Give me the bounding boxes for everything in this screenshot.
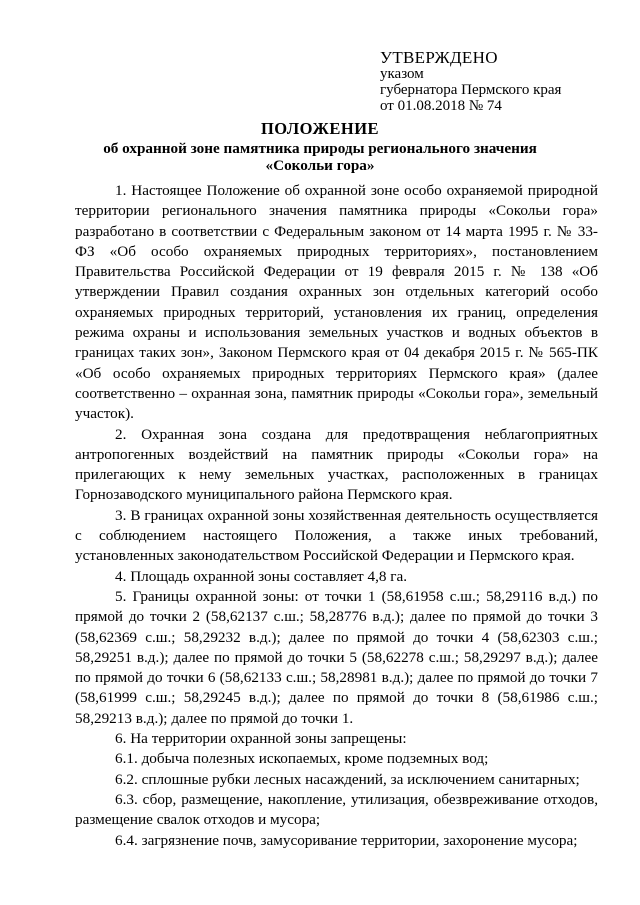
- paragraph-3: 3. В границах охранной зоны хозяйственная деятельность осуществляется с соблюдением настоящего Положения, а также иных требований, установленных законодательством Российской Федерации и Пермского края.: [75, 506, 598, 565]
- paragraph-6-1: 6.1. добыча полезных ископаемых, кроме подземных вод;: [115, 750, 489, 768]
- approval-issuer: губернатора Пермского края: [380, 82, 562, 98]
- paragraph-6-3: 6.3. сбор, размещение, накопление, утилизация, обезвреживание отходов, размещение свалок отходов и мусора;: [75, 790, 598, 829]
- approval-title: УТВЕРЖДЕНО: [380, 48, 498, 67]
- paragraph-2: 2. Охранная зона создана для предотвращения неблагоприятных антропогенных воздействий на памятник природы «Сокольи гора» на прилегающих к нему земельных участках, расположенных в границах Горнозаводского муниципального района Пермского края.: [75, 425, 598, 504]
- document-subtitle-line-1: об охранной зоне памятника природы регионального значения: [103, 140, 537, 157]
- document-title: ПОЛОЖЕНИЕ: [260, 119, 380, 138]
- approval-date-number: от 01.08.2018 № 74: [380, 98, 502, 114]
- document-subtitle-line-2: «Сокольи гора»: [265, 157, 375, 174]
- document-body: [75, 181, 598, 851]
- paragraph-6-4: 6.4. загрязнение почв, замусоривание территории, захоронение мусора;: [115, 831, 578, 849]
- approval-stamp: [380, 50, 561, 114]
- approval-decree-label: указом: [380, 66, 424, 82]
- paragraph-1: 1. Настоящее Положение об охранной зоне особо охраняемой природной территории регионального значения памятника природы «Сокольи гора» разработано в соответствии с Федеральным законом от 14 марта 1995 г. № 33-ФЗ «Об особо охраняемых природных территориях», постановлением Правительства Российской Федерации от 19 февраля 2015 г. № 138 «Об утверждении Правил создания охранных зон отдельных категорий особо охраняемых природных территорий, установления их границ, определения режима охраны и использования земельных участков и водных объектов в границах таких зон», Законом Пермского края от 04 декабря 2015 г. № 565-ПК «Об особо охраняемых природных территориях Пермского края» (далее соответственно – охранная зона, памятник природы «Сокольи гора», земельный участок).: [75, 182, 598, 423]
- paragraph-5: 5. Границы охранной зоны: от точки 1 (58,61958 с.ш.; 58,29116 в.д.) по прямой до точки 2 (58,62137 с.ш.; 58,28776 в.д.); далее по прямой до точки 3 (58,62369 с.ш.; 58,29232 в.д.); далее по прямой до точки 4 (58,62303 с.ш.; 58,29251 в.д.); далее по прямой до точки 5 (58,62278 с.ш.; 58,29297 в.д.); далее по прямой до точки 6 (58,62133 с.ш.; 58,28981 в.д.); далее по прямой до точки 7 (58,61999 с.ш.; 58,29245 в.д.); далее по прямой до точки 8 (58,61986 с.ш.; 58,29213 в.д.); далее по прямой до точки 1.: [75, 587, 598, 727]
- paragraph-6-2: 6.2. сплошные рубки лесных насаждений, за исключением санитарных;: [115, 770, 580, 788]
- paragraph-4: 4. Площадь охранной зоны составляет 4,8 га.: [115, 567, 408, 585]
- paragraph-6: 6. На территории охранной зоны запрещены:: [115, 730, 407, 748]
- document-heading: [60, 118, 580, 174]
